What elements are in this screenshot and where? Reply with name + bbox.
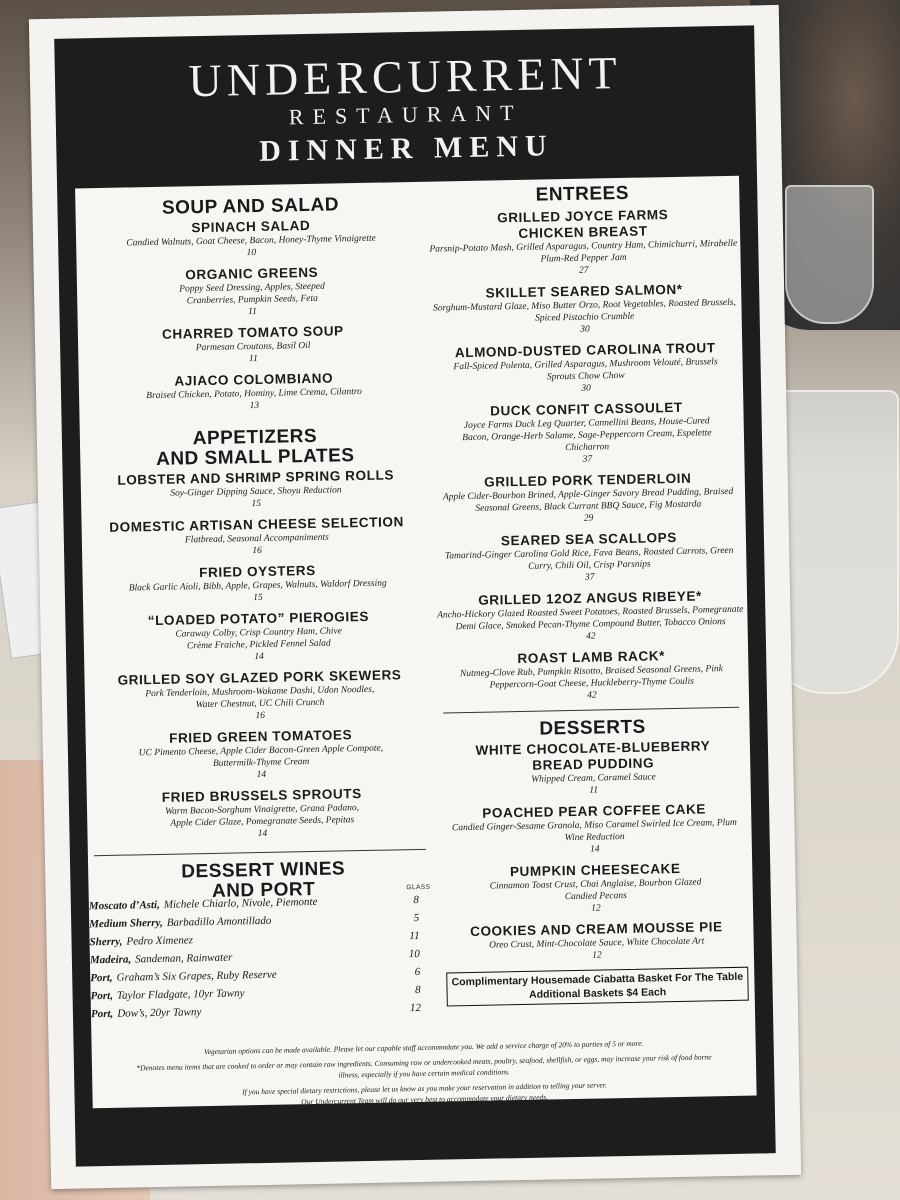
item-price: 27 [578,265,589,276]
item-description: Nutmeg-Clove Rub, Pumpkin Risotto, Braised Seasonal Greens, Pink Peppercorn-Goat Cheese, Huckleberry-Thyme Coulis [459,664,724,691]
menu-item [81,467,432,514]
item-price: 12 [592,950,602,961]
item-name: SPINACH SALAD [191,217,311,236]
wine-name: Madeira, [89,953,132,967]
item-description: Parsnip-Potato Mash, Grilled Asparagus, Country Ham, Chimichurri, Mirabelle Plum-Red Pepper Jam [429,238,738,265]
desserts-section [435,716,754,1007]
wine-list [89,891,441,1024]
right-column [425,176,755,1007]
section-title-entrees: ENTREES [535,182,630,206]
wine-detail: Barbadillo Amontillado [166,914,272,929]
item-price: 13 [249,400,260,412]
restaurant-name: UNDERCURRENT [187,46,623,107]
item-description: Sorghum-Mustard Glaze, Miso Butter Orzo, Root Vegetables, Roasted Brussels, Spiced Pistachio Crumble [432,297,736,324]
menu-item [77,263,428,322]
section-title-wines-line2: AND PORT [211,878,316,902]
left-column [75,182,441,1024]
item-name: FRIED GREEN TOMATOES [169,727,353,746]
item-name: CHARRED TOMATO SOUP [161,323,344,342]
wine-detail: Michele Chiarlo, Nivole, Piemonte [163,895,318,911]
menu-item [436,738,751,800]
item-price: 42 [587,690,597,701]
menu-footer [92,1036,757,1116]
footer-raw-warning: *Denotes menu items that are cooked to order or may contain raw ingredients. Consuming raw or undercooked meats, poultry, seafood, shellfish, or eggs, may increase your risk of food borne illness, especially if you have certain medical conditions. [136,1052,712,1080]
item-description: Warm Bacon-Sorghum Vinaigrette, Grana Padano, Apple Cider Glaze, Pomegranate Seeds, Pepitas [164,803,360,829]
item-price: 37 [584,572,595,583]
item-name: WHITE CHOCOLATE-BLUEBERRY BREAD PUDDING [475,738,711,773]
menu-sheet [29,5,801,1189]
item-description: Poppy Seed Dressing, Apples, Steeped Cranberries, Pumpkin Seeds, Feta [179,281,325,307]
item-name: ALMOND-DUSTED CAROLINA TROUT [454,340,716,361]
wine-name: Medium Sherry, [89,916,163,931]
item-name: GRILLED 12OZ ANGUS RIBEYE* [478,588,702,608]
item-description: Flatbread, Seasonal Accompaniments [184,532,329,546]
wine-name: Moscato d’Asti, [88,898,160,913]
item-description: Candied Ginger-Sesame Granola, Miso Caramel Swirled Ice Cream, Plum Wine Reduction [451,817,737,844]
wine-name: Port, [90,989,114,1003]
item-price: 15 [251,498,262,510]
item-price: 15 [253,592,263,604]
menu-item [83,608,434,667]
wine-price: 8 [413,893,419,907]
item-name: POACHED PEAR COFFEE CAKE [482,801,707,821]
menu-item [78,322,429,369]
item-name: DOMESTIC ARTISAN CHEESE SELECTION [109,514,404,535]
item-price: 11 [247,306,257,318]
item-name: AJIACO COLOMBIANO [174,370,334,389]
item-name: DUCK CONFIT CASSOULET [489,399,683,419]
appetizers-section [80,425,438,844]
menu-item [433,588,748,646]
menu-item [426,206,741,280]
wine-name: Port, [90,971,113,985]
wines-section [88,858,441,1024]
item-price: 37 [582,454,593,465]
item-name: ORGANIC GREENS [185,264,319,283]
item-price: 42 [585,631,596,642]
item-name: SEARED SEA SCALLOPS [500,529,678,549]
wine-price: 5 [413,911,420,925]
item-price: 14 [590,844,600,855]
item-name: GRILLED SOY GLAZED PORK SKEWERS [117,667,402,688]
section-divider [443,707,739,714]
item-price: 14 [256,769,267,781]
item-price: 14 [257,828,268,840]
item-description: Pork Tenderloin, Mushroom-Wakame Dashi, Udon Noodles, Water Chestnut, UC Chili Crunch [145,684,375,711]
item-price: 29 [583,513,594,524]
complimentary-line-2: Additional Baskets $4 Each [528,986,667,1001]
item-price: 11 [589,785,599,796]
section-title-wines: DESSERT WINES [181,858,346,883]
wine-price: 8 [414,983,421,997]
wine-detail: Graham’s Six Grapes, Ruby Reserve [116,968,277,984]
wine-price: 10 [408,947,420,961]
item-description: Fall-Spiced Polenta, Grilled Asparagus, Mushroom Velouté, Brussels Sprouts Chow Chow [453,357,718,383]
menu-item [79,369,430,416]
complimentary-bread-note [446,967,749,1007]
item-description: UC Pimento Cheese, Apple Cider Bacon-Green Apple Compote, Buttermilk-Thyme Cream [138,743,384,769]
item-price: 10 [246,247,257,259]
item-name: FRIED OYSTERS [199,562,316,581]
wine-name: Sherry, [89,935,123,949]
menu-frame [54,25,776,1166]
menu-item [437,801,752,859]
glass-column-label: GLASS [406,883,431,892]
item-description: Ancho-Hickory Glazed Roasted Sweet Potatoes, Roasted Brussels, Pomegranate Demi Glace, Smoked Pecan-Thyme Compound Butter, Tobacco Onions [437,604,744,633]
menu-item [431,470,746,528]
menu-item [429,399,744,469]
item-description: Caraway Colby, Crisp Country Ham, Chive Crème Fraiche, Pickled Fennel Salad [175,626,343,652]
item-name: SKILLET SEARED SALMON* [485,281,683,301]
item-name: PUMPKIN CHEESECAKE [509,860,681,880]
item-price: 12 [591,903,601,914]
item-description: Oreo Crust, Mint-Chocolate Sauce, White Chocolate Art [488,936,705,951]
wine-detail: Taylor Fladgate, 10yr Tawny [116,987,245,1002]
menu-item [82,561,433,608]
menu-name: DINNER MENU [258,129,554,168]
item-description: Whipped Cream, Caramel Sauce [531,772,656,785]
item-description: Candied Walnuts, Goat Cheese, Bacon, Honey-Thyme Vinaigrette [126,233,376,249]
menu-item [81,514,432,561]
item-price: 16 [255,710,266,722]
item-name: FRIED BRUSSELS SPROUTS [161,786,362,805]
section-title-appetizers-line2: AND SMALL PLATES [155,445,355,470]
menu-item [434,647,749,705]
item-description: Black Garlic Aioli, Bibb, Apple, Grapes, Walnuts, Waldorf Dressing [128,578,387,594]
wine-detail: Pedro Ximenez [126,934,194,948]
restaurant-subtitle: RESTAURANT [288,99,523,130]
wine-price: 6 [414,965,421,979]
menu-item [438,860,753,918]
item-description: Joyce Farms Duck Leg Quarter, Cannellini Beans, House-Cured Bacon, Orange-Herb Salame, Sage-Peppercorn Cream, Espelette Chicharron [462,416,712,454]
item-name: COOKIES AND CREAM MOUSSE PIE [469,919,723,940]
footer-vegetarian-note: Vegetarian options can be made available. Please let our capable staff accommodate you. We add a service charge of 20% to parties of 5 or more. [203,1038,644,1057]
menu-item [87,785,438,844]
footer-dietary-note: If you have special dietary restrictions, please let us know as you make your reservation in addition to telling your server. [241,1080,607,1097]
menu-header [54,25,757,188]
wine-detail: Sandeman, Rainwater [135,951,233,966]
water-glass [785,185,874,324]
footer-team-note: Our Undercurrent Team will do our very best to accommodate your dietary needs. [301,1092,549,1107]
item-name: LOBSTER AND SHRIMP SPRING ROLLS [117,467,395,488]
item-name: “LOADED POTATO” PIEROGIES [147,608,370,629]
wine-name: Port, [90,1007,114,1021]
section-divider [94,849,426,856]
item-description: Cinnamon Toast Crust, Chai Anglaise, Bourbon Glazed Candied Pecans [489,877,702,903]
wine-detail: Dow’s, 20yr Tawny [117,1006,202,1020]
menu-item [86,726,437,785]
item-description: Braised Chicken, Potato, Hominy, Lime Crema, Cilantro [146,386,362,402]
complimentary-line-1: Complimentary Housemade Ciabatta Basket For The Table [451,970,744,989]
section-title-soup-salad: SOUP AND SALAD [161,194,340,219]
wine-price: 11 [409,929,420,943]
item-description: Soy-Ginger Dipping Sauce, Shoyu Reduction [170,485,342,499]
item-price: 11 [248,353,258,365]
menu-body [75,176,757,1109]
section-title-desserts: DESSERTS [539,716,646,740]
section-title-appetizers: APPETIZERS [192,425,318,450]
item-name: GRILLED PORK TENDERLOIN [484,470,692,490]
menu-item [439,919,754,965]
menu-item [432,529,747,587]
item-description: Tamarind-Ginger Carolina Gold Rice, Fava Beans, Roasted Carrots, Green Curry, Chili Oil, Crisp Parsnips [444,545,734,572]
item-price: 30 [581,383,591,394]
item-name: GRILLED JOYCE FARMS CHICKEN BREAST [496,207,669,241]
item-price: 30 [580,324,590,335]
wine-price: 12 [409,1001,422,1015]
menu-item [427,281,742,339]
menu-item [428,340,743,398]
menu-item [84,667,435,726]
item-price: 14 [254,651,264,663]
item-price: 16 [252,545,262,557]
item-description: Apple Cider-Bourbon Brined, Apple-Ginger Savory Bread Pudding, Braised Seasonal Greens, Black Currant BBQ Sauce, Fig Mostarda [442,486,734,514]
menu-item [76,216,427,263]
item-description: Parmesan Croutons, Basil Oil [195,340,311,354]
soup-salad-list [76,216,430,416]
item-name: ROAST LAMB RACK* [517,648,666,667]
